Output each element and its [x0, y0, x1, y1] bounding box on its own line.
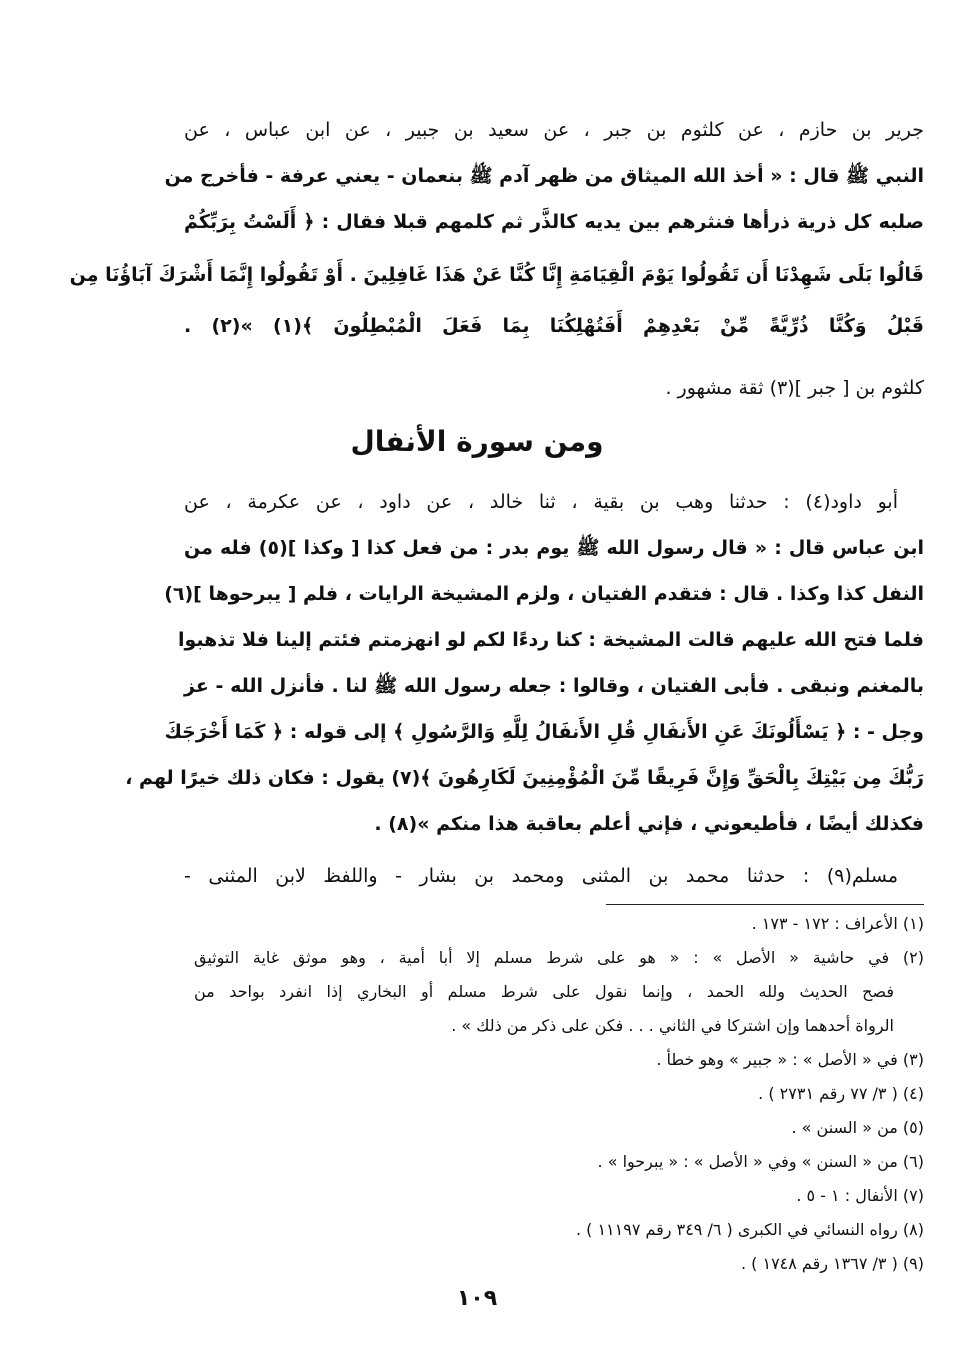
- section-line-9: مسلم(٩) : حدثنا محمد بن المثنى ومحمد بن بشار - واللفظ لابن المثنى -: [184, 865, 898, 887]
- footnote-5: (٥) من « السنن » .: [791, 1118, 924, 1137]
- body-line-5: قَبْلُ وَكُنَّا ذُرِّيَّةً مِّنْ بَعْدِهِمْ أَفَتُهْلِكُنَا بِمَا فَعَلَ الْمُبْطِلُونَ ﴾(١) »(٢) .: [184, 315, 924, 337]
- section-line-1: أبو داود(٤) : حدثنا وهب بن بقية ، ثنا خالد ، عن داود ، عن عكرمة ، عن: [184, 491, 898, 513]
- footnote-divider: [606, 904, 924, 905]
- footnote-3: (٣) في « الأصل » : « جبير » وهو خطأ .: [656, 1050, 924, 1069]
- footnote-1: (١) الأعراف : ١٧٢ - ١٧٣ .: [751, 914, 924, 933]
- section-heading: ومن سورة الأنفال: [350, 425, 604, 458]
- section-line-6: وجل - : ﴿ يَسْأَلُونَكَ عَنِ الأَنفَالِ قُلِ الأَنفَالُ لِلَّهِ وَالرَّسُولِ ﴾ إلى قوله : ﴿ كَمَا أَخْرَجَكَ: [164, 721, 924, 743]
- footnote-8: (٨) رواه النسائي في الكبرى ( ٦/ ٣٤٩ رقم ١١١٩٧ ) .: [575, 1220, 924, 1239]
- footnote-9: (٩) ( ٣/ ١٣٦٧ رقم ١٧٤٨ ) .: [740, 1254, 924, 1273]
- footnote-6: (٦) من « السنن » وفي « الأصل » : « يبرحوا » .: [597, 1152, 924, 1171]
- body-line-2: النبي ﷺ قال : « أخذ الله الميثاق من ظهر آدم ﷺ بنعمان - يعني عرفة - فأخرج من: [164, 165, 924, 187]
- footnote-7: (٧) الأنفال : ١ - ٥ .: [796, 1186, 924, 1205]
- footnote-2: (٢) في حاشية « الأصل » : « هو على شرط مسلم إلا أبا أمية ، وهو موثق غاية التوثيق: [194, 948, 924, 967]
- section-line-4: فلما فتح الله عليهم قالت المشيخة : كنا ردءًا لكم لو انهزمتم فئتم إلينا فلا تذهبوا: [177, 629, 924, 651]
- footnote-2-continued-a: فصح الحديث ولله الحمد ، وإنما نقول على شرط مسلم أو البخاري إذا انفرد بواحد من: [194, 982, 894, 1001]
- footnote-2-continued-b: الرواة أحدهما وإن اشتركا في الثاني . . . فكن على ذكر من ذلك » .: [451, 1016, 894, 1035]
- page-number: ١٠٩: [456, 1286, 498, 1311]
- section-line-7: رَبُّكَ مِن بَيْتِكَ بِالْحَقِّ وَإِنَّ فَرِيقًا مِّنَ الْمُؤْمِنِينَ لَكَارِهُونَ ﴾(٧) يقول : فكان ذلك خيرًا لهم ،: [125, 767, 924, 789]
- body-line-4: قَالُوا بَلَى شَهِدْنَا أَن تَقُولُوا يَوْمَ الْقِيَامَةِ إِنَّا كُنَّا عَنْ هَذَا غَافِلِينَ . أَوْ تَقُولُوا إِنَّمَا أَشْرَكَ آبَاؤُنَا مِن: [69, 264, 924, 286]
- section-line-3: النفل كذا وكذا . قال : فتقدم الفتيان ، ولزم المشيخة الرايات ، فلم [ يبرحوها ](٦): [164, 583, 924, 605]
- body-line-1: جرير بن حازم ، عن كلثوم بن جبر ، عن سعيد بن جبير ، عن ابن عباس ، عن: [184, 119, 924, 141]
- section-line-8: فكذلك أيضًا ، فأطيعوني ، فإني أعلم بعاقبة هذا منكم »(٨) .: [374, 813, 924, 835]
- section-line-5: بالمغنم ونبقى . فأبى الفتيان ، وقالوا : جعله رسول الله ﷺ لنا . فأنزل الله - عز: [184, 675, 924, 697]
- section-line-2: ابن عباس قال : « قال رسول الله ﷺ يوم بدر : من فعل كذا [ وكذا ](٥) فله من: [184, 537, 924, 559]
- body-line-3: صلبه كل ذرية ذرأها فنثرهم بين يديه كالذَّر ثم كلمهم قبلا فقال : ﴿ أَلَسْتُ بِرَبِّكُمْ: [184, 211, 924, 233]
- footnote-4: (٤) ( ٣/ ٧٧ رقم ٢٧٣١ ) .: [758, 1084, 924, 1103]
- narrator-note: كلثوم بن [ جبر ](٣) ثقة مشهور .: [665, 377, 924, 399]
